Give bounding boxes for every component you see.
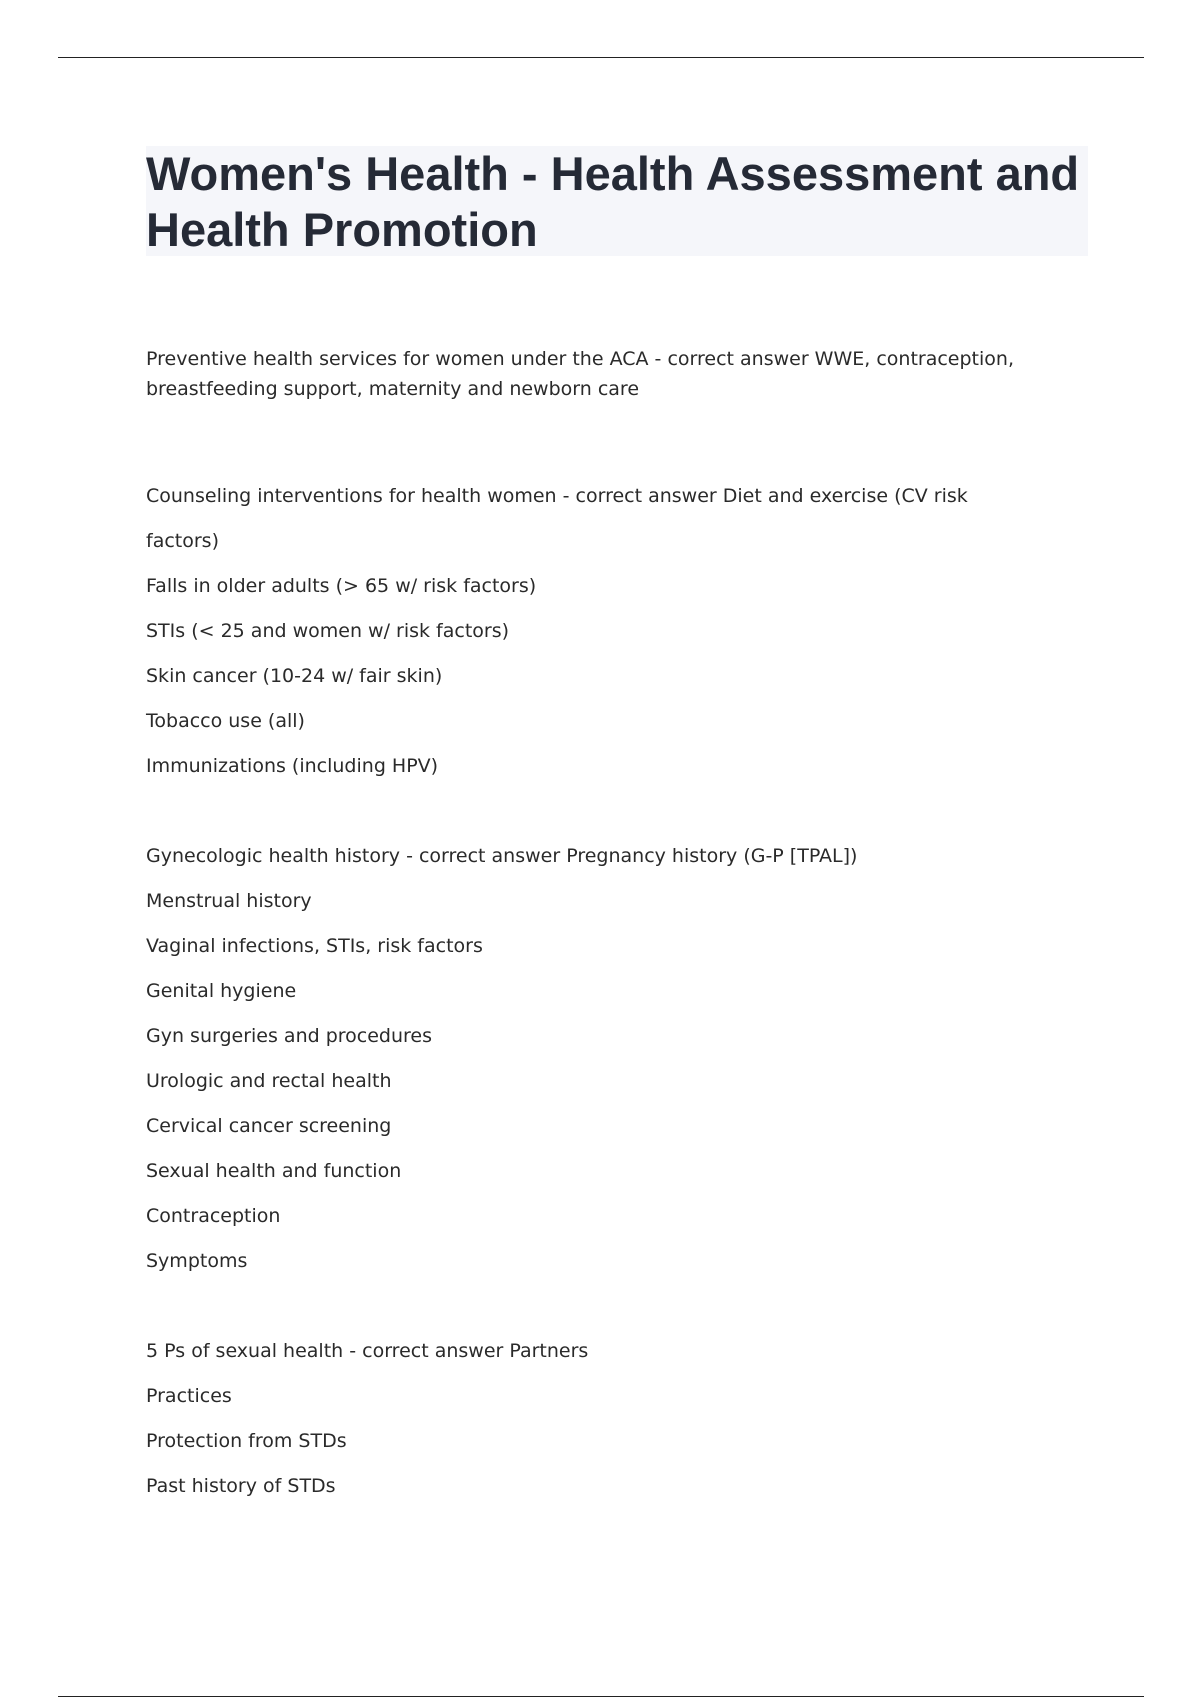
top-rule (58, 57, 1144, 58)
list-item: Urologic and rectal health (146, 1070, 392, 1092)
qa-prompt: 5 Ps of sexual health - correct answer Partners (146, 1340, 589, 1362)
list-item: Skin cancer (10-24 w/ fair skin) (146, 665, 443, 687)
qa-prompt: Preventive health services for women under the ACA - correct answer WWE, contraception, breastfeeding support, maternity and newborn care (146, 348, 1014, 400)
list-item: Vaginal infections, STIs, risk factors (146, 935, 483, 957)
qa-item-gyn-history (146, 834, 1046, 1284)
list-item: Symptoms (146, 1250, 248, 1272)
document-body (146, 344, 1046, 1569)
qa-item-5ps (146, 1329, 1046, 1509)
document-title: Women's Health - Health Assessment and Health Promotion (146, 147, 1080, 256)
list-item: STIs (< 25 and women w/ risk factors) (146, 620, 510, 642)
qa-item-counseling (146, 474, 1046, 789)
list-item: Immunizations (including HPV) (146, 755, 439, 777)
list-item: Genital hygiene (146, 980, 297, 1002)
qa-prompt: Counseling interventions for health women - correct answer Diet and exercise (CV risk factors) (146, 485, 968, 552)
list-item: Falls in older adults (> 65 w/ risk factors) (146, 575, 537, 597)
list-item: Cervical cancer screening (146, 1115, 392, 1137)
qa-prompt: Gynecologic health history - correct answer Pregnancy history (G-P [TPAL]) (146, 845, 858, 867)
list-item: Gyn surgeries and procedures (146, 1025, 433, 1047)
list-item: Tobacco use (all) (146, 710, 305, 732)
list-item: Past history of STDs (146, 1475, 336, 1497)
list-item: Menstrual history (146, 890, 312, 912)
list-item: Protection from STDs (146, 1430, 347, 1452)
list-item: Contraception (146, 1205, 281, 1227)
bottom-rule (58, 1696, 1144, 1697)
list-item: Sexual health and function (146, 1160, 402, 1182)
qa-item-preventive (146, 344, 1046, 404)
list-item: Practices (146, 1385, 232, 1407)
